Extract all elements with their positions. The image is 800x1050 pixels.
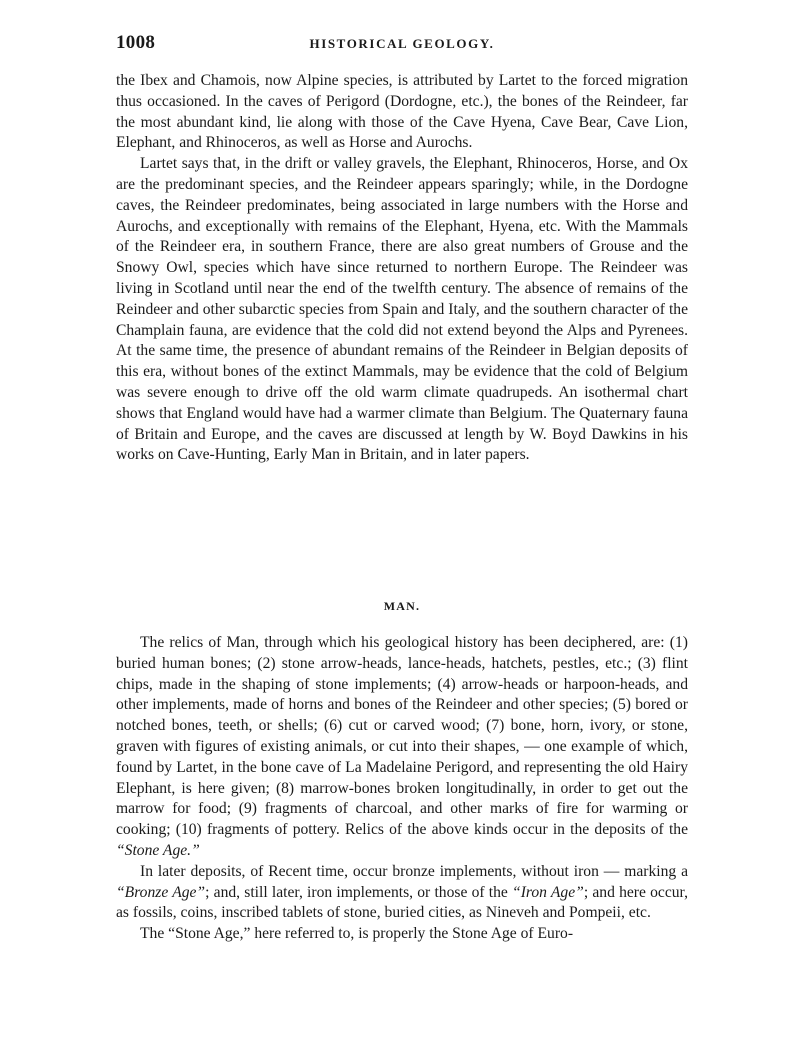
paragraph-ibex-chamois: the Ibex and Chamois, now Alpine species, is attributed by Lartet to the forced migration thus occasioned. In the caves of Perigord (Dordogne, etc.), the bones of the Reindeer, far the most abundant kind, lie along with those of the Cave Hyena, Cave Bear, Cave Lion, Elephant, and Rhinoceros, as well as Horse and Aurochs. [116, 72, 688, 152]
later-deposits-text-3: ; and here occur, as fossils, coins, inscribed tablets of stone, buried cities, as Nineveh and Pompeii, etc. [116, 883, 689, 922]
term-bronze-age: “Bronze Age” [116, 883, 206, 901]
paragraph-lartet: Lartet says that, in the drift or valley gravels, the Elephant, Rhinoceros, Horse, and Ox are the predominant species, and the Reindeer appears sparingly; while, in the Dordogne caves, the Reindeer predominates, being associated in large numbers with the Horse and Aurochs, and exceptionally with remains of the Elephant, Hyena, etc. With the Mammals of the Reindeer era, in southern France, there are also great numbers of Grouse and the Snowy Owl, species which have since returned to northern Europe. The Reindeer was living in Scotland until near the end of the twelfth century. The absence of remains of the Reindeer and other subarctic species from Spain and Italy, and the southern character of the Champlain fauna, are evidence that the cold did not extend beyond the Alps and Pyrenees. At the same time, the presence of abundant remains of the Reindeer in Belgian deposits of this era, without bones of the extinct Mammals, may be evidence that the cold of Belgium was severe enough to drive off the old warm climate quadrupeds. An isothermal chart shows that England would have had a warmer climate than Belgium. The Quaternary fauna of Britain and Europe, and the caves are discussed at length by W. Boyd Dawkins in his works on Cave-Hunting, Early Man in Britain, and in later papers. [116, 155, 688, 464]
later-deposits-text-1: In later deposits, of Recent time, occur bronze implements, without iron — marking a [140, 862, 688, 880]
paragraph-relics-of-man [116, 633, 688, 862]
page-number: 1008 [116, 32, 156, 53]
term-iron-age: “Iron Age” [512, 883, 584, 901]
paragraph-relics-text: The relics of Man, through which his geological history has been deciphered, are: (1) buried human bones; (2) stone arrow-heads, lance-heads, hatchets, pestles, etc.; (3) flint chips, made in the shaping of stone implements; (4) arrow-heads or harpoon-heads, and other implements, made of horns and bones of the Reindeer and other species; (5) bored or notched bones, teeth, or shells; (6) cut or carved wood; (7) bone, horn, ivory, or stone, graven with figures of existing animals, or cut into their shapes, — one example of which, found by Lartet, in the bone cave of La Madelaine Perigord, and representing the old Hairy Elephant, is here given; (8) marrow-bones broken longitudinally, in order to get out the marrow for food; (9) fragments of charcoal, and other marks of fire for warming or cooking; (10) fragments of pottery. Relics of the above kinds occur in the deposits of the [116, 634, 688, 839]
term-stone-age: “Stone Age.” [116, 841, 200, 859]
paragraph-stone-age-euro: The “Stone Age,” here referred to, is properly the Stone Age of Euro- [140, 925, 574, 943]
running-title: HISTORICAL GEOLOGY. [309, 36, 495, 51]
paragraph-later-deposits [116, 862, 688, 924]
section-heading-man: MAN. [383, 599, 421, 613]
text-block-man [116, 633, 688, 945]
text-block-reindeer [116, 71, 688, 466]
running-head [116, 32, 688, 56]
later-deposits-text-2: ; and, still later, iron implements, or those of the [205, 883, 513, 901]
